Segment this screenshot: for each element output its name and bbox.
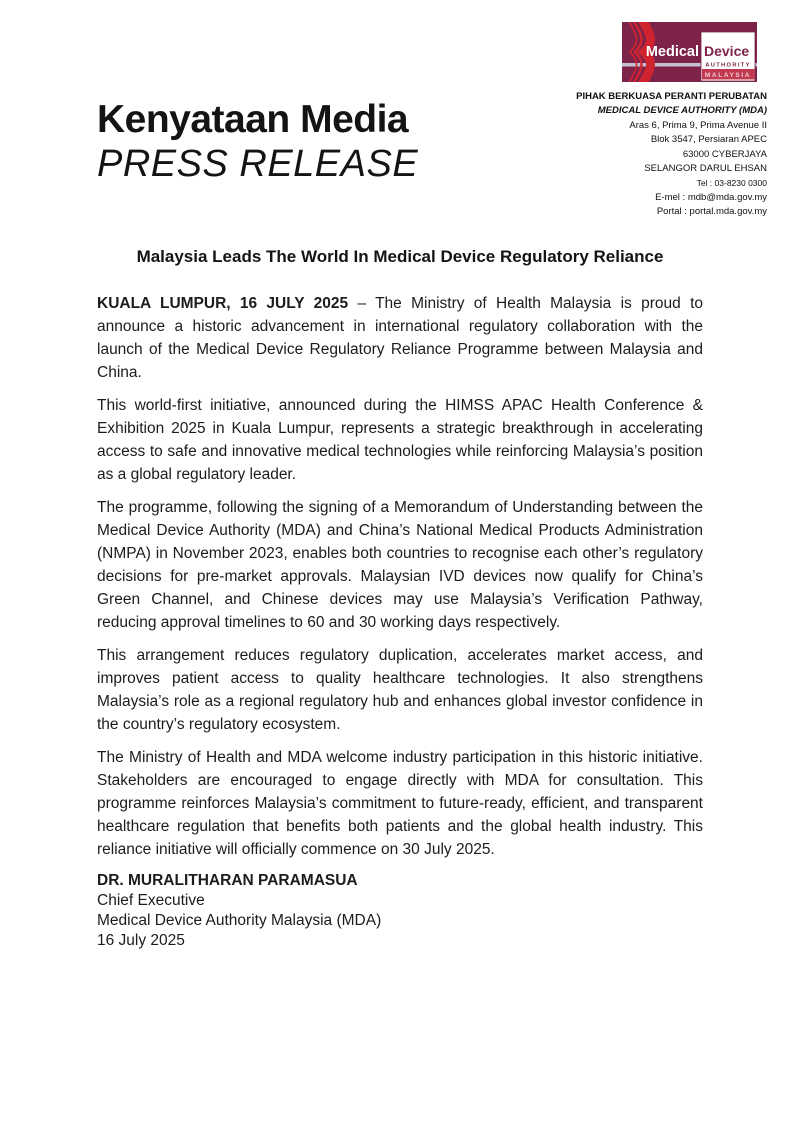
- paragraph-dateline: KUALA LUMPUR, 16 JULY 2025: [97, 295, 349, 312]
- press-release-headline: Malaysia Leads The World In Medical Device Regulatory Reliance: [136, 247, 664, 266]
- logo-word-authority: AUTHORITY: [705, 62, 751, 69]
- contact-line-telephone: Tel : 03-8230 0300: [696, 178, 767, 189]
- contact-block: [537, 90, 767, 220]
- masthead: [97, 98, 418, 186]
- contact-line-portal: Portal : portal.mda.gov.my: [656, 206, 767, 218]
- signatory-organisation: Medical Device Authority Malaysia (MDA): [97, 912, 382, 929]
- paragraph-text: The programme, following the signing of a Memorandum of Understanding between the Medical Device Authority (MDA) and China’s National Medical Products Administration (NMPA) in November 2023, enables both countries to recognise each other’s regulatory decisions for pre-market approvals. Malaysian IVD devices now qualify for China’s Green Channel, and Chinese devices may use Malaysia’s Verification Pathway, reducing approval timelines to 60 and 30 working days respectively.: [97, 499, 703, 631]
- letterhead-block: [537, 22, 767, 220]
- contact-line-address-2: Blok 3547, Persiaran APEC: [650, 134, 767, 146]
- logo-word-malaysia: MALAYSIA: [704, 71, 752, 79]
- mda-logo: [622, 22, 757, 82]
- contact-line-postcode: 63000 CYBERJAYA: [682, 148, 767, 160]
- masthead-title-malay: Kenyataan Media: [97, 98, 409, 141]
- signatory-title: Chief Executive: [97, 892, 205, 909]
- contact-line-email: E-mel : mdb@mda.gov.my: [655, 191, 767, 203]
- signature-block: [97, 871, 703, 951]
- body-paragraph-5: [97, 746, 703, 861]
- contact-line-address-1: Aras 6, Prima 9, Prima Avenue II: [629, 119, 767, 131]
- body-paragraph-2: [97, 394, 703, 486]
- contact-line-org-english: MEDICAL DEVICE AUTHORITY (MDA): [597, 105, 767, 117]
- document-body: [97, 245, 703, 951]
- body-paragraph-3: [97, 496, 703, 634]
- body-paragraph-4: [97, 644, 703, 736]
- logo-word-device: Device: [704, 43, 750, 59]
- paragraph-text: – The Ministry of Health Malaysia is proud to announce a historic advancement in international regulatory collaboration with the launch of the Medical Device Regulatory Reliance Programme between Malaysia and China.: [97, 295, 703, 381]
- signature-date: 16 July 2025: [97, 932, 185, 949]
- paragraph-text: This world-first initiative, announced during the HIMSS APAC Health Conference & Exhibition 2025 in Kuala Lumpur, represents a strategic breakthrough in accelerating access to safe and innovative medical technologies while reinforcing Malaysia’s position as a global regulatory leader.: [97, 397, 703, 483]
- contact-line-state: SELANGOR DARUL EHSAN: [644, 163, 767, 175]
- body-paragraph-1: [97, 292, 703, 384]
- paragraph-text: This arrangement reduces regulatory duplication, accelerates market access, and improves patient access to quality healthcare technologies. It also strengthens Malaysia’s role as a regional regulatory hub and enhances global investor confidence in the country’s regulatory ecosystem.: [97, 647, 703, 733]
- masthead-title-english: PRESS RELEASE: [97, 143, 419, 185]
- signatory-name: DR. MURALITHARAN PARAMASUA: [97, 872, 358, 889]
- paragraph-text: The Ministry of Health and MDA welcome industry participation in this historic initiative. Stakeholders are encouraged to engage directly with MDA for consultation. This programme reinforces Malaysia’s commitment to future-ready, efficient, and transparent healthcare regulation that benefits both patients and the global health industry. This reliance initiative will officially commence on 30 July 2025.: [97, 749, 703, 858]
- contact-line-org-malay: PIHAK BERKUASA PERANTI PERUBATAN: [576, 91, 767, 102]
- logo-word-medical: Medical: [645, 44, 699, 60]
